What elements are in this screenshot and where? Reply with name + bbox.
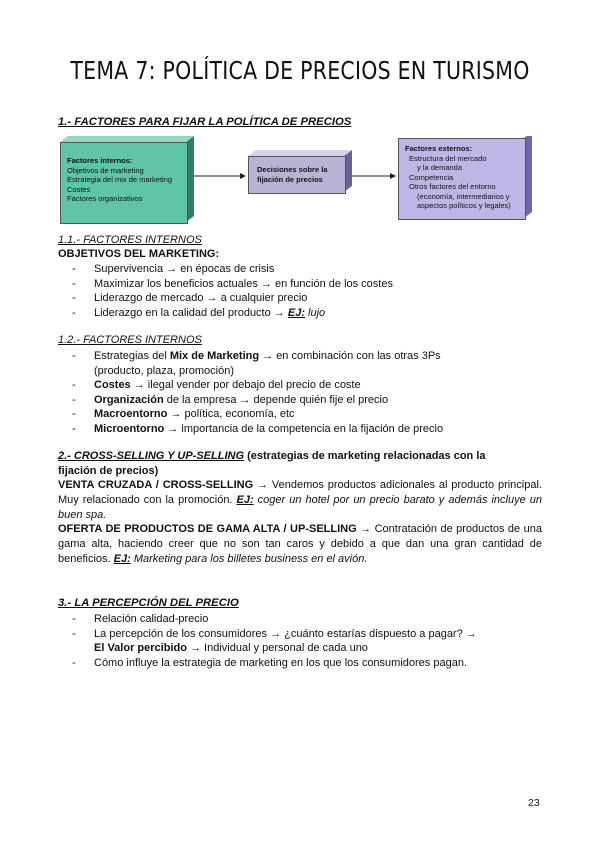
list-item: - Macroentorno → política, economía, etc bbox=[72, 408, 295, 420]
section-1-1-heading: 1.1.- FACTORES INTERNOS bbox=[58, 234, 202, 246]
external-factor-item: Otros factores del entorno bbox=[409, 182, 496, 191]
external-factor-item: Estructura del mercado bbox=[409, 153, 487, 163]
internal-factor-item: Estrategia del mix de marketing bbox=[67, 175, 173, 184]
list-item: - Maximizar los beneficios actuales → en función de los costes bbox=[72, 277, 393, 290]
external-factors-title: Factores externos: bbox=[405, 144, 473, 153]
list-item: - La percepción de los consumidores → ¿cuánto estarías dispuesto a pagar? → bbox=[72, 627, 477, 640]
external-factors-box bbox=[398, 138, 526, 220]
list-item: - Costes → ilegal vender por debajo del precio de coste bbox=[72, 379, 361, 391]
list-item: - Microentorno → importancia de la competencia en la fijación de precio bbox=[72, 422, 444, 435]
marketing-objectives-subtitle: OBJETIVOS DEL MARKETING: bbox=[58, 248, 220, 260]
internal-factor-item: Objetivos de marketing bbox=[67, 165, 144, 175]
pricing-factors-diagram bbox=[60, 136, 546, 228]
decisions-line-2: fijación de precios bbox=[257, 174, 323, 184]
pricing-decisions-box bbox=[248, 156, 346, 194]
list-item-continuation: El Valor percibido → Individual y personal de cada uno bbox=[94, 642, 368, 654]
internal-factors-list bbox=[72, 349, 542, 436]
external-factor-item: y la demanda bbox=[417, 163, 463, 172]
section-1-2-heading: 1.2.- FACTORES INTERNOS bbox=[58, 334, 202, 346]
external-factor-item: Competencia bbox=[409, 172, 454, 182]
list-item: - Supervivencia → en épocas de crisis bbox=[72, 263, 275, 275]
internal-factor-item: Costes bbox=[67, 184, 91, 194]
marketing-objectives-list bbox=[72, 262, 393, 320]
decisions-line-1: Decisiones sobre la bbox=[257, 165, 328, 174]
up-selling-paragraph: OFERTA DE PRODUCTOS DE GAMA ALTA / UP-SELLING → Contratación de productos de una gama alta, haciendo creer que no son tan caros y debido a que dan una gran cantidad de beneficios. EJ: Marketing para los billetes business en el avión. bbox=[58, 523, 542, 565]
section-2-heading: 2.- CROSS-SELLING Y UP-SELLING (estrategias de marketing relacionadas con la fijación de precios) bbox=[58, 450, 486, 477]
list-item: - Liderazgo en la calidad del producto → EJ: lujo bbox=[72, 306, 326, 319]
list-item: - Cómo influye la estrategia de marketing en los que los consumidores pagan. bbox=[72, 656, 467, 669]
internal-factors-title: Factores internos: bbox=[67, 156, 133, 165]
internal-factors-box bbox=[60, 142, 188, 224]
external-factor-item: aspectos políticos y legales) bbox=[417, 201, 511, 210]
section-3-heading: 3.- LA PERCEPCIÓN DEL PRECIO bbox=[58, 597, 239, 609]
price-perception-list bbox=[72, 612, 477, 670]
external-factor-item: (economía, intermediarios y bbox=[417, 191, 510, 201]
page-number: 23 bbox=[528, 797, 540, 809]
internal-factor-item: Factores organizativos bbox=[67, 194, 143, 203]
page-title: TEMA 7: POLÍTICA DE PRECIOS EN TURISMO bbox=[70, 56, 530, 85]
section-1-heading: 1.- FACTORES PARA FIJAR LA POLÍTICA DE PRECIOS bbox=[58, 116, 352, 128]
example-label: EJ: bbox=[287, 306, 305, 319]
list-item: - Organización de la empresa → depende quién fije el precio bbox=[72, 393, 389, 406]
cross-selling-paragraph: VENTA CRUZADA / CROSS-SELLING → Vendemos productos adicionales al producto principal. Muy relacionado con la promoción. EJ: coger un hotel por un precio barato y además incluye un buen spa. bbox=[58, 479, 542, 521]
list-item: - Liderazgo de mercado → a cualquier precio bbox=[72, 292, 308, 304]
list-item-continuation: (producto, plaza, promoción) bbox=[94, 364, 235, 377]
list-item: - Relación calidad-precio bbox=[72, 613, 209, 625]
example-label: EJ: bbox=[113, 553, 131, 565]
list-item: - Estrategias del Mix de Marketing → en combinación con las otras 3Ps bbox=[72, 350, 441, 362]
example-label: EJ: bbox=[236, 494, 254, 506]
